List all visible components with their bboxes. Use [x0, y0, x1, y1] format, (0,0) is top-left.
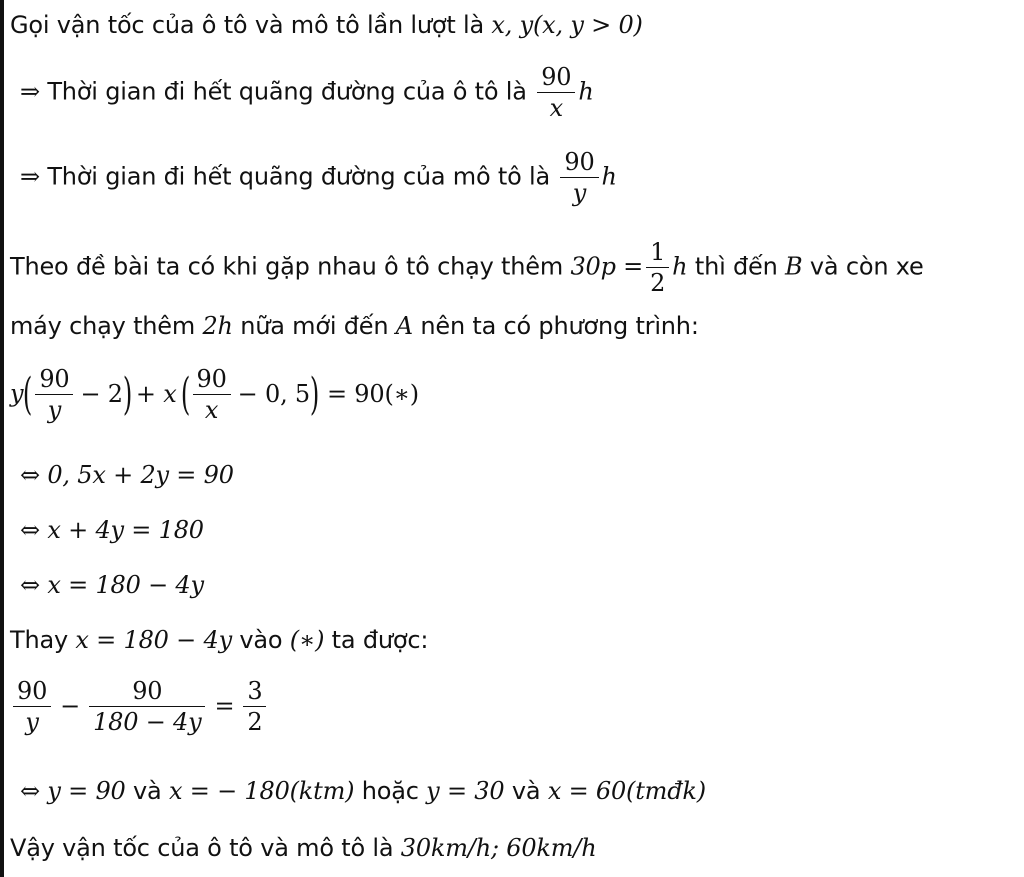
text: Gọi vận tốc của ô tô và mô tô lần lượt là: [10, 11, 492, 39]
math: ⇔ y = 90: [20, 777, 126, 805]
fraction: [13, 677, 51, 736]
math: (∗): [289, 626, 325, 654]
math: − 0, 5: [237, 379, 310, 408]
text: Thời gian đi hết quãng đường của mô tô là: [39, 162, 558, 191]
math: = 90(∗): [326, 379, 419, 408]
math: − 2: [80, 379, 123, 408]
right-paren: ): [122, 368, 133, 420]
math: x = 60(tmđk): [547, 777, 706, 805]
math: y = 30: [426, 777, 505, 805]
text: nữa mới đến: [232, 312, 396, 340]
numerator: 3: [243, 677, 266, 707]
denominator: 180 − 4y: [93, 708, 202, 736]
denominator: x: [549, 94, 563, 122]
fraction: [537, 63, 575, 122]
right-paren: ): [309, 368, 320, 420]
text: thì đến: [687, 252, 786, 281]
line-conclusion: [10, 833, 596, 863]
line-step-2: ⇔ x + 4y = 180: [20, 516, 204, 544]
text: Theo đề bài ta có khi gặp nhau ô tô chạy thêm: [10, 252, 571, 281]
numerator: 90: [35, 365, 73, 395]
line-step-1: ⇔ 0, 5x + 2y = 90: [20, 461, 234, 489]
line-fraction-equation: [10, 677, 269, 736]
denominator: y: [25, 708, 39, 736]
line-motorbike-time: [20, 148, 617, 207]
line-car-time: [20, 63, 594, 122]
denominator: 2: [650, 269, 666, 297]
line-problem-statement: [10, 238, 924, 297]
math: x = 180 − 4y: [75, 626, 232, 654]
line-substitute: [10, 625, 428, 655]
text: Vậy vận tốc của ô tô và mô tô là: [10, 834, 401, 862]
line-equation: [10, 365, 419, 424]
text: nên ta có phương trình:: [412, 312, 699, 340]
line-problem-statement-cont: [10, 311, 699, 341]
text: Thời gian đi hết quãng đường của ô tô là: [39, 77, 535, 106]
text: và: [125, 777, 169, 805]
line-solutions: [20, 776, 706, 806]
denominator: y: [47, 396, 62, 424]
math: B: [785, 252, 803, 281]
line-step-3: ⇔ x = 180 − 4y: [20, 571, 204, 599]
math: + x: [135, 379, 177, 408]
fraction: [560, 148, 598, 207]
equals-sign: =: [214, 691, 235, 720]
denominator: x: [204, 396, 219, 424]
text: và: [504, 777, 548, 805]
math: x = − 180(ktm): [168, 777, 355, 805]
left-paren: (: [23, 368, 33, 420]
unit: h: [672, 252, 688, 281]
math: 30km/h; 60km/h: [400, 834, 597, 862]
text: vào: [231, 626, 290, 654]
numerator: 1: [646, 238, 669, 268]
numerator: 90: [537, 63, 575, 93]
fraction: [243, 677, 266, 736]
implies-symbol: ⇒: [20, 77, 40, 106]
fraction: [89, 677, 205, 736]
math: A: [395, 312, 413, 340]
fraction: [35, 365, 73, 424]
fraction: [193, 365, 231, 424]
math: x, y(x, y > 0): [491, 11, 643, 39]
fraction: [646, 238, 669, 297]
math: 2h: [202, 312, 233, 340]
numerator: 90: [13, 677, 51, 707]
text: máy chạy thêm: [10, 312, 203, 340]
left-paren: (: [180, 368, 190, 420]
unit: h: [601, 162, 617, 191]
numerator: 90: [193, 365, 231, 395]
text: và còn xe: [802, 252, 924, 281]
left-border: [0, 0, 4, 877]
implies-symbol: ⇒: [20, 162, 40, 191]
denominator: 2: [247, 708, 263, 736]
solution-document: [10, 0, 1015, 877]
text: hoặc: [354, 777, 427, 805]
math: 30p =: [570, 252, 644, 281]
text: ta được:: [324, 626, 429, 654]
unit: h: [578, 77, 594, 106]
line-variables: [10, 10, 643, 40]
denominator: y: [572, 179, 587, 207]
minus-sign: −: [60, 691, 81, 720]
numerator: 90: [560, 148, 598, 178]
numerator: 90: [89, 677, 205, 707]
text: Thay: [10, 626, 76, 654]
math: y: [10, 379, 24, 408]
